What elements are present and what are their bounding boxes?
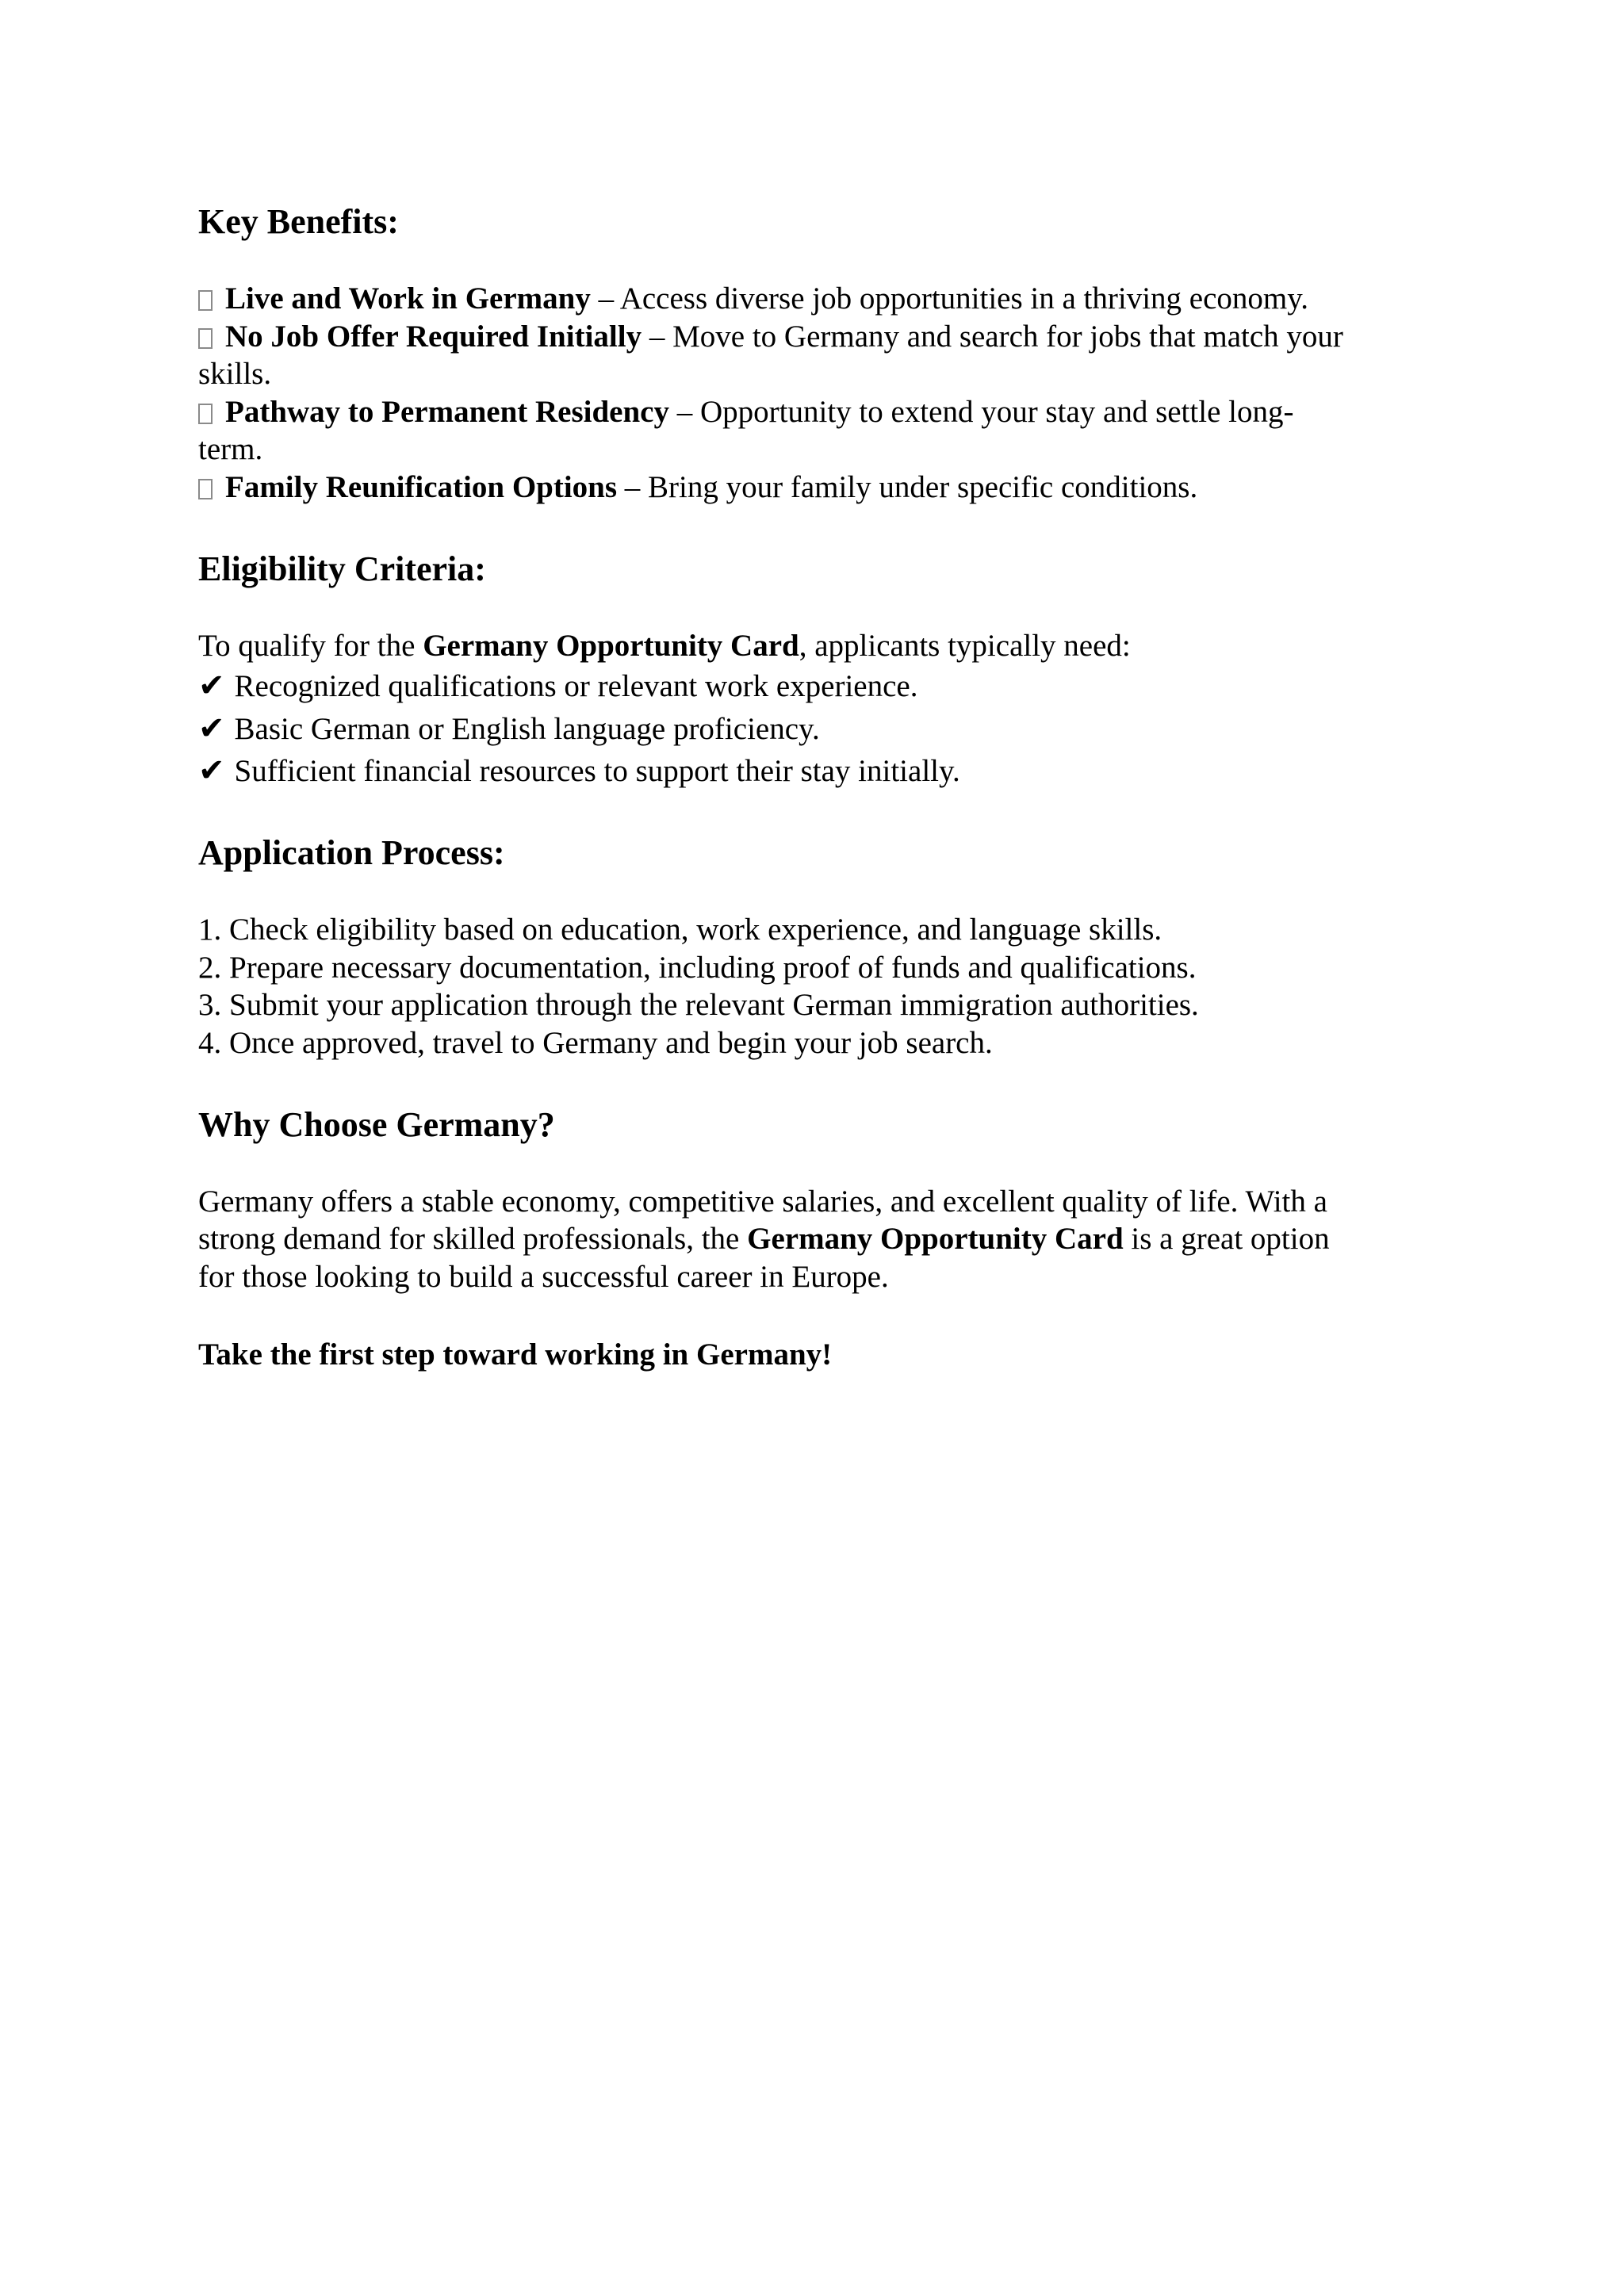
heading-why-germany: Why Choose Germany?: [198, 1105, 555, 1144]
checkmark-icon: ✔: [198, 668, 225, 704]
benefit-continuation: skills.: [198, 357, 272, 391]
benefit-title: Live and Work in Germany: [225, 281, 591, 316]
benefit-text: – Access diverse job opportunities in a thriving economy.: [590, 281, 1308, 316]
benefit-item: [198, 321, 1343, 352]
process-step: 3. Submit your application through the relevant German immigration authorities.: [198, 988, 1199, 1022]
benefit-text: – Bring your family under specific conditions.: [617, 470, 1198, 504]
benefit-continuation: term.: [198, 432, 263, 466]
why-bold-text: Germany Opportunity Card: [747, 1222, 1124, 1256]
eligibility-item: [198, 710, 820, 747]
checkmark-icon: ✔: [198, 710, 225, 747]
benefit-item: [198, 283, 1308, 314]
box-icon: [198, 479, 213, 499]
checkmark-icon: ✔: [198, 752, 225, 789]
box-icon: [198, 328, 213, 349]
benefit-text: – Move to Germany and search for jobs that match your: [642, 320, 1343, 354]
box-icon: [198, 290, 213, 311]
eligibility-item: [198, 752, 960, 789]
why-text: strong demand for skilled professionals, the: [198, 1222, 748, 1256]
benefit-item: [198, 396, 1293, 427]
eligibility-intro: [198, 630, 1131, 661]
why-paragraph-line: for those looking to build a successful career in Europe.: [198, 1260, 889, 1294]
benefit-text: – Opportunity to extend your stay and settle long-: [669, 395, 1294, 429]
closing-call-to-action: Take the first step toward working in Germany!: [198, 1337, 833, 1372]
why-text-end: is a great option: [1123, 1222, 1330, 1256]
intro-text: To qualify for the: [198, 629, 423, 663]
benefit-title: Family Reunification Options: [225, 470, 618, 504]
why-paragraph-line: [198, 1223, 1330, 1254]
benefit-title: Pathway to Permanent Residency: [225, 395, 669, 429]
intro-bold-text: Germany Opportunity Card: [423, 629, 799, 663]
benefit-item: [198, 472, 1197, 503]
eligibility-item: [198, 670, 917, 702]
heading-application-process: Application Process:: [198, 833, 505, 872]
eligibility-text: Recognized qualifications or relevant work experience.: [234, 669, 918, 703]
process-step: 1. Check eligibility based on education, work experience, and language skills.: [198, 913, 1162, 947]
benefit-title: No Job Offer Required Initially: [225, 320, 642, 354]
process-step: 4. Once approved, travel to Germany and begin your job search.: [198, 1026, 993, 1060]
eligibility-text: Sufficient financial resources to support their stay initially.: [234, 754, 960, 788]
heading-eligibility: Eligibility Criteria:: [198, 549, 486, 588]
process-step: 2. Prepare necessary documentation, including proof of funds and qualifications.: [198, 951, 1197, 985]
box-icon: [198, 404, 213, 424]
eligibility-text: Basic German or English language proficiency.: [234, 712, 820, 746]
heading-key-benefits: Key Benefits:: [198, 202, 399, 241]
why-paragraph-line: Germany offers a stable economy, competitive salaries, and excellent quality of life. With a: [198, 1184, 1327, 1219]
intro-text-end: , applicants typically need:: [799, 629, 1131, 663]
